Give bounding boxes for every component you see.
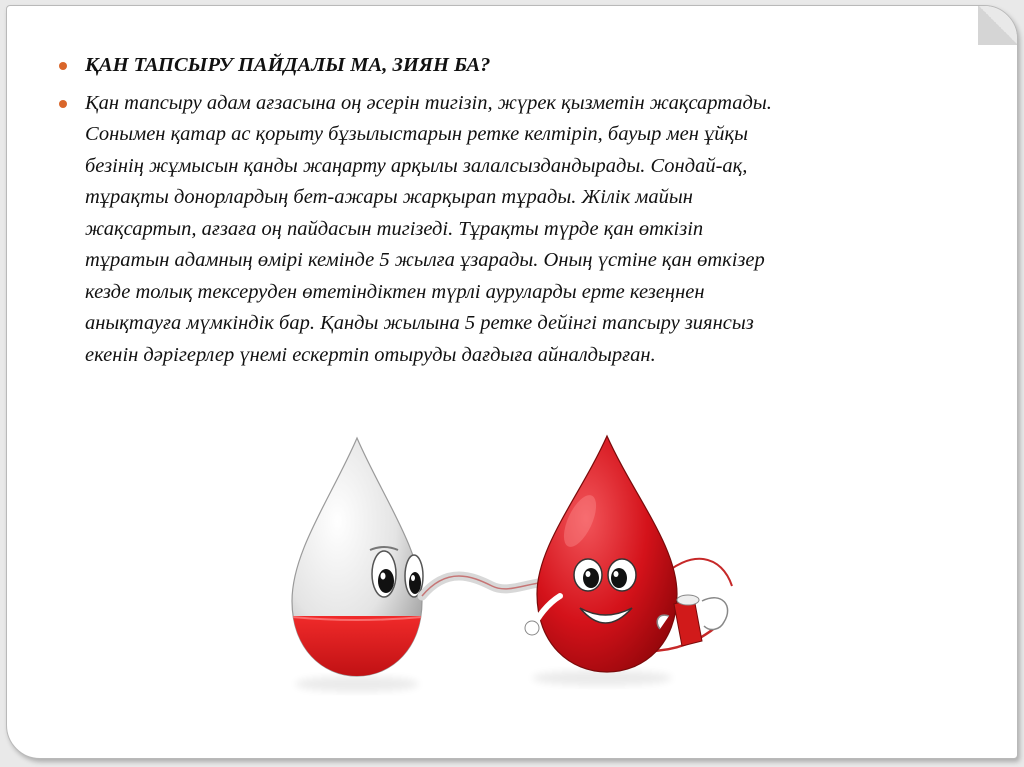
blood-drop-characters-icon [262, 426, 782, 701]
paragraph-line: тұрақты донорлардың бет-ажары жарқырап тұрады. Жілік майын [85, 186, 693, 208]
paragraph-line: кезде толық тексеруден өтетіндіктен түрлі ауруларды ерте кезеңнен [85, 280, 705, 303]
bullet-icon [59, 100, 67, 108]
page-corner-fold [978, 5, 1018, 45]
paragraph-line: Қан тапсыру адам ағзасына оң әсерін тигізіп, жүрек қызметін жақсартады. [85, 91, 772, 114]
paragraph-item [55, 88, 955, 372]
paragraph-line: анықтауға мүмкіндік бар. Қанды жылына 5 ретке дейінгі тапсыру зиянсыз [85, 312, 754, 334]
paragraph-line: жақсартып, ағзаға оң пайдасын тигізеді. Тұрақты түрде қан өткізіп [85, 217, 704, 240]
bullet-icon [59, 62, 67, 70]
heading-item [55, 50, 955, 82]
paragraph [85, 88, 955, 372]
red-drop [525, 436, 677, 672]
slide-heading: ҚАН ТАПСЫРУ ПАЙДАЛЫ МА, ЗИЯН БА? [85, 54, 491, 76]
paragraph-line: тұратын адамның өмірі кемінде 5 жылға ұзарады. Оның үстіне қан өткізер [85, 249, 765, 271]
white-drop [282, 438, 432, 686]
slide-content [55, 50, 955, 371]
slide [6, 5, 1018, 759]
paragraph-line: безінің жұмысын қанды жаңарту арқылы залалсыздандырады. Сондай-ақ, [85, 154, 748, 177]
paragraph-line: Сонымен қатар ас қорыту бұзылыстарын ретке келтіріп, бауыр мен ұйқы [85, 123, 749, 145]
paragraph-line: екенін дәрігерлер үнемі ескертіп отыруды дағдыға айналдырған. [85, 343, 656, 366]
